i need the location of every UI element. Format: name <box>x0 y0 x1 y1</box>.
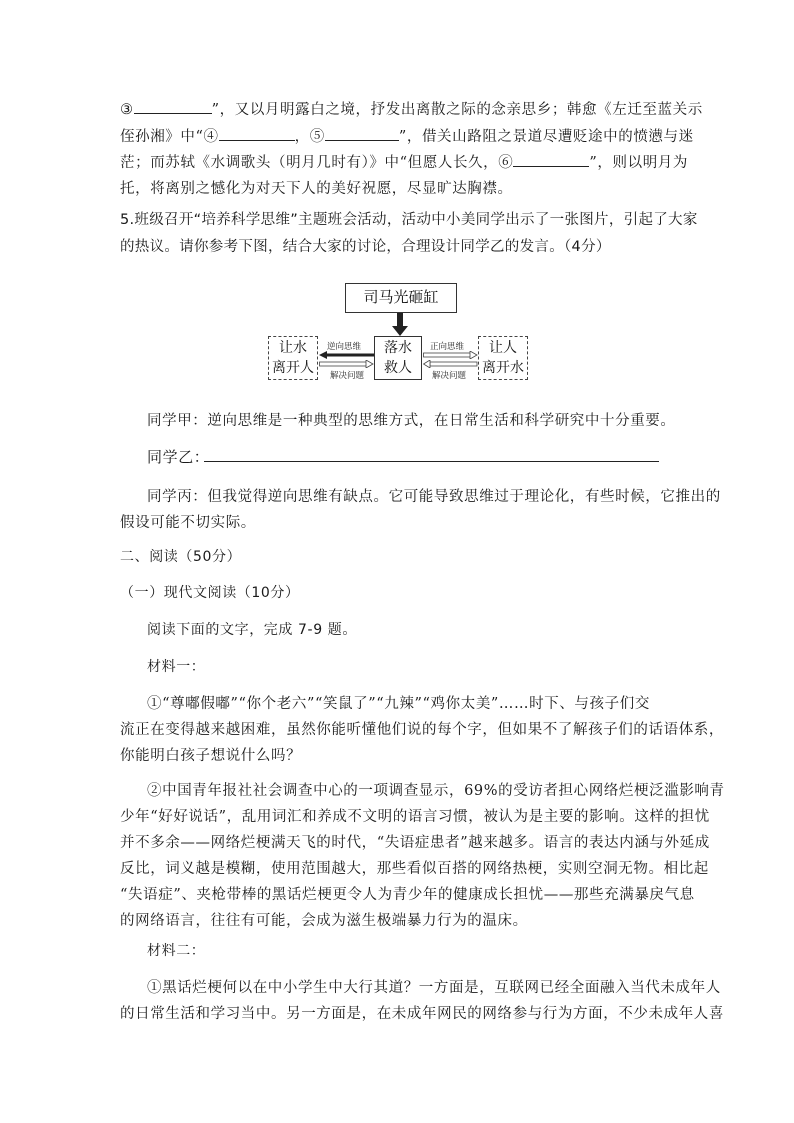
fill-in-line-2-b: ，⑤ <box>294 129 325 145</box>
student-bing-line-1: 同学丙：但我觉得逆向思维有缺点。它可能导致思维过于理论化，有些时候，它推出的 <box>147 489 721 505</box>
question-5-line-2: 的热议。请你参考下图，结合大家的讨论，合理设计同学乙的发言。（4分） <box>120 239 611 255</box>
right-hollow-arrow-icon <box>319 360 374 368</box>
answer-blank-3[interactable] <box>134 98 212 114</box>
left-hollow-arrow-icon <box>423 360 478 368</box>
student-yi-answer-line[interactable] <box>204 461 659 462</box>
material-2-title: 材料二： <box>147 943 206 959</box>
answer-blank-5[interactable] <box>325 125 399 141</box>
fill-in-line-3-a: 茫；而苏轼《水调歌头（明月几时有）》中“但愿人长久，⑥ <box>120 155 514 171</box>
answer-blank-4[interactable] <box>219 125 295 141</box>
section-2-subtitle: （一）现代文阅读（10分） <box>120 585 300 601</box>
paragraph-line: 你能明白孩子想说什么吗？ <box>120 748 302 764</box>
fill-in-line-2-c: ”，借关山路阻之景道尽遭贬途中的愤懑与迷 <box>398 129 694 145</box>
paragraph-line: ②中国青年报社社会调查中心的一项调查显示，69%的受访者担心网络烂梗泛滥影响青 <box>147 783 725 799</box>
diagram-center-box: 落水 救人 <box>374 336 422 380</box>
diagram-top-box: 司马光砸缸 <box>345 283 457 313</box>
paragraph-line: ①黑话烂梗何以在中小学生中大行其道？一方面是，互联网已经全面融入当代未成年人 <box>147 980 721 996</box>
right-arrow-hollow-icon <box>423 351 478 359</box>
paragraph-line: 少年“好好说话”，乱用词汇和养成不文明的语言习惯，被认为是主要的影响。这样的担忧 <box>120 809 710 825</box>
label-solve-problem-right: 解决问题 <box>432 371 467 381</box>
paragraph-line: “失语症”、夹枪带棒的黑话烂梗更令人为青少年的健康成长担忧——那些充满暴戾气息 <box>120 887 695 903</box>
material-1-title: 材料一： <box>147 659 206 675</box>
answer-blank-6[interactable] <box>513 151 589 167</box>
label-forward-thinking: 正向思维 <box>430 342 465 352</box>
label-solve-problem-left: 解决问题 <box>330 371 365 381</box>
student-jia-statement: 同学甲：逆向思维是一种典型的思维方式，在日常生活和科学研究中十分重要。 <box>147 413 676 429</box>
fill-in-line-3-b: ”，则以明月为 <box>589 155 688 171</box>
fill-in-line-3 <box>120 151 688 172</box>
paragraph-line: ①“尊嘟假嘟”“你个老六”“笑鼠了”“九辣”“鸡你太美”……时下、与孩子们交 <box>147 696 650 712</box>
fill-in-line-4: 托，将离别之憾化为对天下人的美好祝愿，尽显旷达胸襟。 <box>120 181 513 197</box>
fill-in-line-1 <box>120 98 703 119</box>
fill-in-line-1-prefix: ③ <box>120 102 134 118</box>
left-arrow-icon <box>319 351 374 359</box>
diagram-left-box: 让水 离开人 <box>268 336 318 380</box>
fill-in-line-2-a: 侄孙湘》中“④ <box>120 129 219 145</box>
student-yi-label: 同学乙： <box>147 448 210 466</box>
student-bing-line-2: 假设可能不切实际。 <box>120 515 256 531</box>
paragraph-line: 流正在变得越来越困难，虽然你能听懂他们说的每个字，但如果不了解孩子们的话语体系， <box>120 722 724 738</box>
label-reverse-thinking: 逆向思维 <box>327 342 362 352</box>
paragraph-line: 的网络语言，往往有可能，会成为滋生极端暴力行为的温床。 <box>120 913 528 929</box>
fill-in-line-2 <box>120 125 694 146</box>
down-arrow-icon <box>390 313 410 337</box>
paragraph-line: 并不多余——网络烂梗满天飞的时代，“失语症患者”越来越多。语言的表达内涵与外延成 <box>120 835 710 851</box>
diagram-right-box: 让人 离开水 <box>478 336 528 380</box>
paragraph-line: 的日常生活和学习当中。另一方面是，在未成年网民的网络参与行为方面，不少未成年人喜 <box>120 1006 724 1022</box>
paragraph-line: 反比，词义越是模糊，使用范围越大，那些看似百搭的网络热梗，实则空洞无物。相比起 <box>120 861 709 877</box>
fill-in-line-1-suffix: ”，又以月明露白之境，抒发出离散之际的念亲思乡；韩愈《左迁至蓝关示 <box>211 102 703 118</box>
question-5-line-1: 5.班级召开“培养科学思维”主题班会活动，活动中小美同学出示了一张图片，引起了大家 <box>120 212 698 228</box>
reading-instruction: 阅读下面的文字，完成 7-9 题。 <box>147 622 357 638</box>
section-2-title: 二、阅读（50分） <box>120 549 242 565</box>
